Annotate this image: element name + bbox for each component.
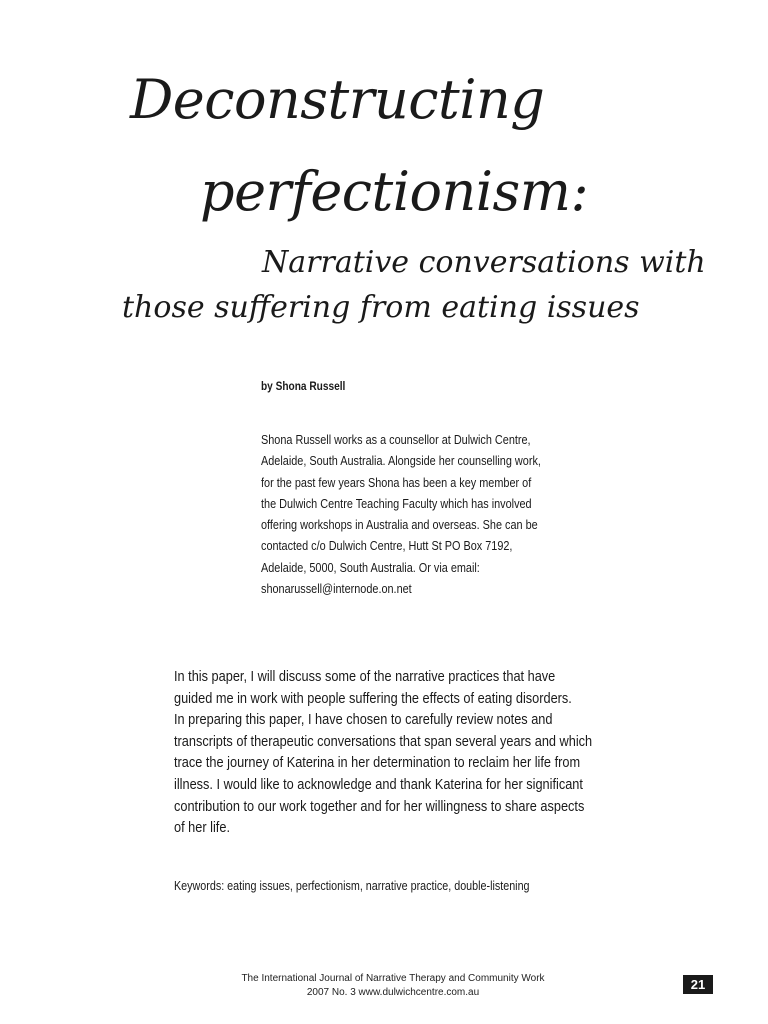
author-bio xyxy=(261,430,592,600)
keywords: Keywords: eating issues, perfectionism, narrative practice, double-listening xyxy=(174,879,530,893)
issue-info: 2007 No. 3 www.dulwichcentre.com.au xyxy=(306,987,480,998)
bio-email-line: shonarussell@internode.on.net xyxy=(261,582,412,597)
page-number-badge: 21 xyxy=(683,975,713,994)
bio-line: for the past few years Shona has been a key member of xyxy=(261,475,532,490)
abstract-line: illness. I would like to acknowledge and thank Katerina for her significant xyxy=(174,775,583,793)
article-title-line-2: perfectionism: xyxy=(200,160,589,223)
abstract-line: transcripts of therapeutic conversations that span several years and which xyxy=(174,732,593,750)
bio-line: the Dulwich Centre Teaching Faculty which has involved xyxy=(261,496,532,511)
abstract-line: of her life. xyxy=(174,819,230,837)
bio-line: offering workshops in Australia and overseas. She can be xyxy=(261,518,538,533)
bio-line: Shona Russell works as a counsellor at Dulwich Centre, xyxy=(261,433,531,447)
article-subtitle-line-2: those suffering from eating issues xyxy=(122,290,640,325)
abstract-line: In preparing this paper, I have chosen to carefully review notes and xyxy=(174,711,553,729)
page-footer xyxy=(200,972,586,1000)
journal-name: The International Journal of Narrative Therapy and Community Work xyxy=(241,973,545,984)
abstract-paragraph xyxy=(174,666,684,839)
bio-line: contacted c/o Dulwich Centre, Hutt St PO Box 7192, xyxy=(261,539,513,554)
article-title-line-1: Deconstructing xyxy=(130,68,545,131)
abstract-line: guided me in work with people suffering the effects of eating disorders. xyxy=(174,689,572,707)
bio-line: Adelaide, South Australia. Alongside her counselling work, xyxy=(261,454,541,469)
abstract-line: trace the journey of Katerina in her determination to reclaim her life from xyxy=(174,754,581,772)
author-byline: by Shona Russell xyxy=(261,381,346,393)
article-subtitle-line-1: Narrative conversations with xyxy=(262,245,706,280)
abstract-line: contribution to our work together and for her willingness to share aspects xyxy=(174,797,585,815)
bio-line: Adelaide, 5000, South Australia. Or via email: xyxy=(261,560,480,575)
abstract-line: In this paper, I will discuss some of the narrative practices that have xyxy=(174,668,556,685)
